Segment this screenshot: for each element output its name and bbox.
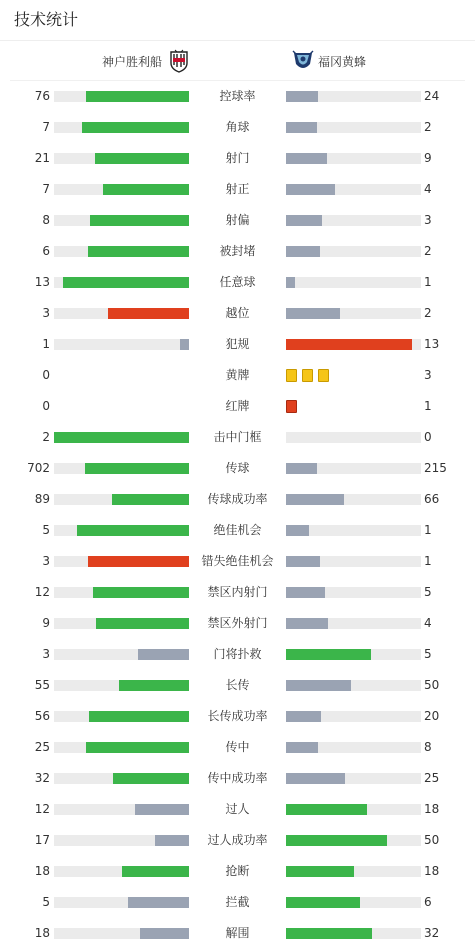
home-stat-bar: [54, 897, 189, 908]
stat-row: [0, 670, 475, 701]
away-stat-value: 13: [424, 337, 440, 351]
stat-label: 过人成功率: [207, 833, 268, 847]
away-stat-bar-fill: [286, 91, 318, 102]
home-stat-value: 5: [42, 895, 50, 909]
title-divider: [0, 40, 475, 41]
stat-row: [0, 546, 475, 577]
away-stat-bar: [286, 277, 421, 288]
away-stat-value: 50: [424, 833, 440, 847]
home-stat-value: 76: [34, 89, 50, 103]
away-stat-bar-fill: [286, 494, 344, 505]
yellow-card-icon: [318, 369, 329, 382]
home-stat-bar: [54, 556, 189, 567]
away-stat-bar: [286, 866, 421, 877]
away-stat-value: 5: [424, 585, 432, 599]
home-stat-value: 25: [34, 740, 50, 754]
home-stat-bar-fill: [77, 525, 189, 536]
stat-row: [0, 391, 475, 422]
away-stat-value: 5: [424, 647, 432, 661]
stat-label: 禁区外射门: [207, 616, 268, 630]
stat-label: 射偏: [225, 213, 250, 227]
stat-row: [0, 81, 475, 112]
home-stat-value: 9: [42, 616, 50, 630]
home-stat-value: 56: [34, 709, 50, 723]
away-stat-bar: [286, 773, 421, 784]
away-stat-value: 2: [424, 244, 432, 258]
away-stat-bar: [286, 308, 421, 319]
away-stat-value: 2: [424, 120, 432, 134]
away-stat-bar-fill: [286, 804, 367, 815]
stat-row: [0, 329, 475, 360]
away-red-cards: [286, 400, 297, 413]
away-stat-bar: [286, 618, 421, 629]
stat-row: [0, 918, 475, 949]
home-stat-value: 12: [34, 802, 50, 816]
home-stat-bar: [54, 773, 189, 784]
stat-row: [0, 267, 475, 298]
home-stat-bar-fill: [119, 680, 189, 691]
home-stat-value: 21: [34, 151, 50, 165]
away-stat-bar: [286, 928, 421, 939]
away-stat-value: 1: [424, 275, 432, 289]
away-stat-bar-fill: [286, 773, 345, 784]
stat-label: 黄牌: [225, 368, 250, 382]
away-stat-value: 50: [424, 678, 440, 692]
home-stat-bar-fill: [63, 277, 189, 288]
vissel-kobe-crest-icon: [168, 49, 190, 73]
stat-label: 红牌: [225, 399, 250, 413]
stat-label: 过人: [225, 802, 250, 816]
home-stat-bar: [54, 711, 189, 722]
away-stat-bar: [286, 711, 421, 722]
stat-label: 绝佳机会: [213, 523, 262, 537]
away-stat-bar-fill: [286, 308, 340, 319]
home-stat-bar-fill: [113, 773, 189, 784]
stat-label: 被封堵: [219, 244, 256, 258]
home-stat-value: 1: [42, 337, 50, 351]
away-stat-bar: [286, 246, 421, 257]
page-title: 技术统计: [14, 10, 79, 29]
home-stat-value: 5: [42, 523, 50, 537]
home-stat-value: 18: [34, 864, 50, 878]
home-stat-bar: [54, 742, 189, 753]
home-stat-bar: [54, 277, 189, 288]
away-stat-bar-fill: [286, 897, 360, 908]
away-stat-bar-fill: [286, 680, 351, 691]
home-stat-bar-fill: [89, 711, 189, 722]
away-stat-bar: [286, 587, 421, 598]
home-stat-value: 3: [42, 647, 50, 661]
home-stat-value: 55: [34, 678, 50, 692]
home-stat-value: 7: [42, 120, 50, 134]
yellow-card-icon: [286, 369, 297, 382]
away-stat-bar-fill: [286, 153, 327, 164]
home-stat-bar-fill: [90, 215, 189, 226]
home-stat-bar-fill: [95, 153, 190, 164]
stat-row: [0, 298, 475, 329]
stat-label: 长传: [225, 678, 250, 692]
home-stat-bar-fill: [86, 742, 189, 753]
away-stat-bar: [286, 184, 421, 195]
stat-label: 射门: [225, 151, 250, 165]
away-stat-bar-fill: [286, 587, 325, 598]
stat-row: [0, 763, 475, 794]
home-stat-value: 8: [42, 213, 50, 227]
home-stat-value: 13: [34, 275, 50, 289]
away-stat-value: 0: [424, 430, 432, 444]
home-stat-bar-fill: [138, 649, 189, 660]
home-stat-bar-fill: [180, 339, 189, 350]
home-stat-bar-fill: [122, 866, 190, 877]
away-stat-bar-fill: [286, 742, 318, 753]
stat-row: [0, 794, 475, 825]
stat-row: [0, 484, 475, 515]
stat-label: 控球率: [219, 89, 256, 103]
away-stat-value: 18: [424, 864, 440, 878]
away-stat-value: 20: [424, 709, 440, 723]
away-stat-bar-fill: [286, 246, 320, 257]
away-stat-bar: [286, 122, 421, 133]
home-stat-value: 0: [42, 368, 50, 382]
home-stat-bar-fill: [86, 91, 189, 102]
away-stat-value: 25: [424, 771, 440, 785]
home-stat-bar-fill: [54, 432, 189, 443]
away-stat-bar: [286, 680, 421, 691]
away-stat-bar: [286, 649, 421, 660]
home-stat-bar-fill: [82, 122, 189, 133]
avispa-fukuoka-crest-icon: [292, 49, 314, 73]
home-stat-bar: [54, 804, 189, 815]
away-stat-bar-fill: [286, 277, 295, 288]
home-stat-bar: [54, 525, 189, 536]
away-stat-bar: [286, 742, 421, 753]
stat-label: 传球: [225, 461, 250, 475]
away-stat-bar-fill: [286, 463, 317, 474]
home-stat-bar-fill: [155, 835, 189, 846]
away-yellow-cards: [286, 369, 329, 382]
home-stat-bar: [54, 587, 189, 598]
stat-label: 长传成功率: [207, 709, 268, 723]
home-stat-value: 12: [34, 585, 50, 599]
away-stat-bar-fill: [286, 618, 328, 629]
stat-row: [0, 701, 475, 732]
stat-label: 越位: [225, 306, 250, 320]
home-stat-bar: [54, 432, 189, 443]
home-stat-value: 3: [42, 554, 50, 568]
away-stat-value: 215: [424, 461, 447, 475]
home-stat-bar-fill: [103, 184, 189, 195]
away-stat-value: 1: [424, 399, 432, 413]
away-stat-bar: [286, 463, 421, 474]
away-stat-bar: [286, 91, 421, 102]
stat-label: 传中: [225, 740, 250, 754]
away-stat-bar: [286, 153, 421, 164]
home-stat-value: 2: [42, 430, 50, 444]
stat-row: [0, 360, 475, 391]
stat-row: [0, 608, 475, 639]
away-stat-bar: [286, 897, 421, 908]
home-stat-bar: [54, 494, 189, 505]
home-stat-bar: [54, 153, 189, 164]
stat-label: 射正: [225, 182, 250, 196]
home-stat-bar: [54, 246, 189, 257]
stat-row: [0, 887, 475, 918]
home-stat-bar-fill: [128, 897, 189, 908]
away-stat-bar: [286, 215, 421, 226]
away-team[interactable]: [292, 48, 366, 74]
home-stat-bar: [54, 215, 189, 226]
stat-row: [0, 639, 475, 670]
stat-label: 解围: [225, 926, 250, 940]
stat-row: [0, 856, 475, 887]
away-stat-value: 4: [424, 182, 432, 196]
away-stat-value: 32: [424, 926, 440, 940]
home-stat-bar: [54, 680, 189, 691]
stat-row: [0, 515, 475, 546]
home-stat-bar-fill: [85, 463, 189, 474]
home-stat-bar: [54, 649, 189, 660]
red-card-icon: [286, 400, 297, 413]
home-stat-bar: [54, 91, 189, 102]
away-stat-bar-fill: [286, 556, 320, 567]
home-stat-bar: [54, 618, 189, 629]
stat-label: 犯规: [225, 337, 250, 351]
away-stat-bar-fill: [286, 215, 322, 226]
home-stat-bar-fill: [93, 587, 189, 598]
away-stat-bar: [286, 804, 421, 815]
stat-row: [0, 732, 475, 763]
home-stat-bar: [54, 339, 189, 350]
away-stat-value: 1: [424, 523, 432, 537]
home-stat-bar: [54, 928, 189, 939]
home-stat-bar-fill: [135, 804, 189, 815]
home-stat-value: 702: [27, 461, 50, 475]
stat-row: [0, 143, 475, 174]
away-stat-bar-fill: [286, 866, 354, 877]
stat-label: 拦截: [225, 895, 250, 909]
stat-row: [0, 453, 475, 484]
home-stat-bar: [54, 463, 189, 474]
stat-row: [0, 112, 475, 143]
home-stat-bar: [54, 835, 189, 846]
away-stat-bar-fill: [286, 835, 387, 846]
away-team-name: 福冈黄蜂: [318, 54, 367, 69]
home-team-name: 神户胜利船: [102, 54, 163, 69]
stat-label: 击中门框: [213, 430, 262, 444]
stat-row: [0, 174, 475, 205]
away-stat-value: 24: [424, 89, 440, 103]
stat-label: 传球成功率: [207, 492, 268, 506]
away-stat-value: 3: [424, 213, 432, 227]
home-stat-bar-fill: [112, 494, 189, 505]
away-stat-value: 18: [424, 802, 440, 816]
away-stat-bar-fill: [286, 711, 321, 722]
away-stat-value: 3: [424, 368, 432, 382]
home-stat-bar-fill: [88, 556, 189, 567]
away-stat-bar-fill: [286, 649, 371, 660]
stat-row: [0, 825, 475, 856]
away-stat-bar: [286, 835, 421, 846]
stat-row: [0, 236, 475, 267]
home-stat-bar-fill: [140, 928, 189, 939]
home-stat-value: 32: [34, 771, 50, 785]
home-stat-bar-fill: [88, 246, 189, 257]
home-stat-value: 17: [34, 833, 50, 847]
away-stat-value: 2: [424, 306, 432, 320]
away-stat-bar: [286, 556, 421, 567]
away-stat-bar-fill: [286, 339, 412, 350]
stat-label: 门将扑救: [213, 647, 262, 661]
away-stat-value: 6: [424, 895, 432, 909]
home-stat-bar: [54, 308, 189, 319]
stat-label: 角球: [225, 120, 250, 134]
away-stat-bar-fill: [286, 928, 372, 939]
stat-row: [0, 577, 475, 608]
stat-label: 错失绝佳机会: [201, 554, 274, 568]
away-stat-bar-fill: [286, 122, 317, 133]
stat-label: 禁区内射门: [207, 585, 268, 599]
away-stat-bar: [286, 494, 421, 505]
home-stat-bar-fill: [96, 618, 189, 629]
home-stat-bar-fill: [108, 308, 189, 319]
away-stat-value: 4: [424, 616, 432, 630]
home-team[interactable]: [102, 48, 190, 74]
away-stat-value: 1: [424, 554, 432, 568]
home-stat-bar: [54, 184, 189, 195]
stat-label: 任意球: [219, 275, 256, 289]
home-stat-value: 18: [34, 926, 50, 940]
away-stat-value: 66: [424, 492, 440, 506]
stat-label: 传中成功率: [207, 771, 268, 785]
yellow-card-icon: [302, 369, 313, 382]
home-stat-value: 6: [42, 244, 50, 258]
away-stat-bar-fill: [286, 184, 335, 195]
home-stat-bar: [54, 866, 189, 877]
stat-row: [0, 205, 475, 236]
home-stat-value: 3: [42, 306, 50, 320]
stats-list: [0, 81, 475, 949]
home-stat-value: 0: [42, 399, 50, 413]
away-stat-value: 9: [424, 151, 432, 165]
away-stat-bar: [286, 525, 421, 536]
stat-row: [0, 422, 475, 453]
home-stat-value: 89: [34, 492, 50, 506]
away-stat-bar: [286, 339, 421, 350]
away-stat-value: 8: [424, 740, 432, 754]
away-stat-bar: [286, 432, 421, 443]
stat-label: 抢断: [225, 864, 250, 878]
home-stat-value: 7: [42, 182, 50, 196]
home-stat-bar: [54, 122, 189, 133]
away-stat-bar-fill: [286, 525, 309, 536]
